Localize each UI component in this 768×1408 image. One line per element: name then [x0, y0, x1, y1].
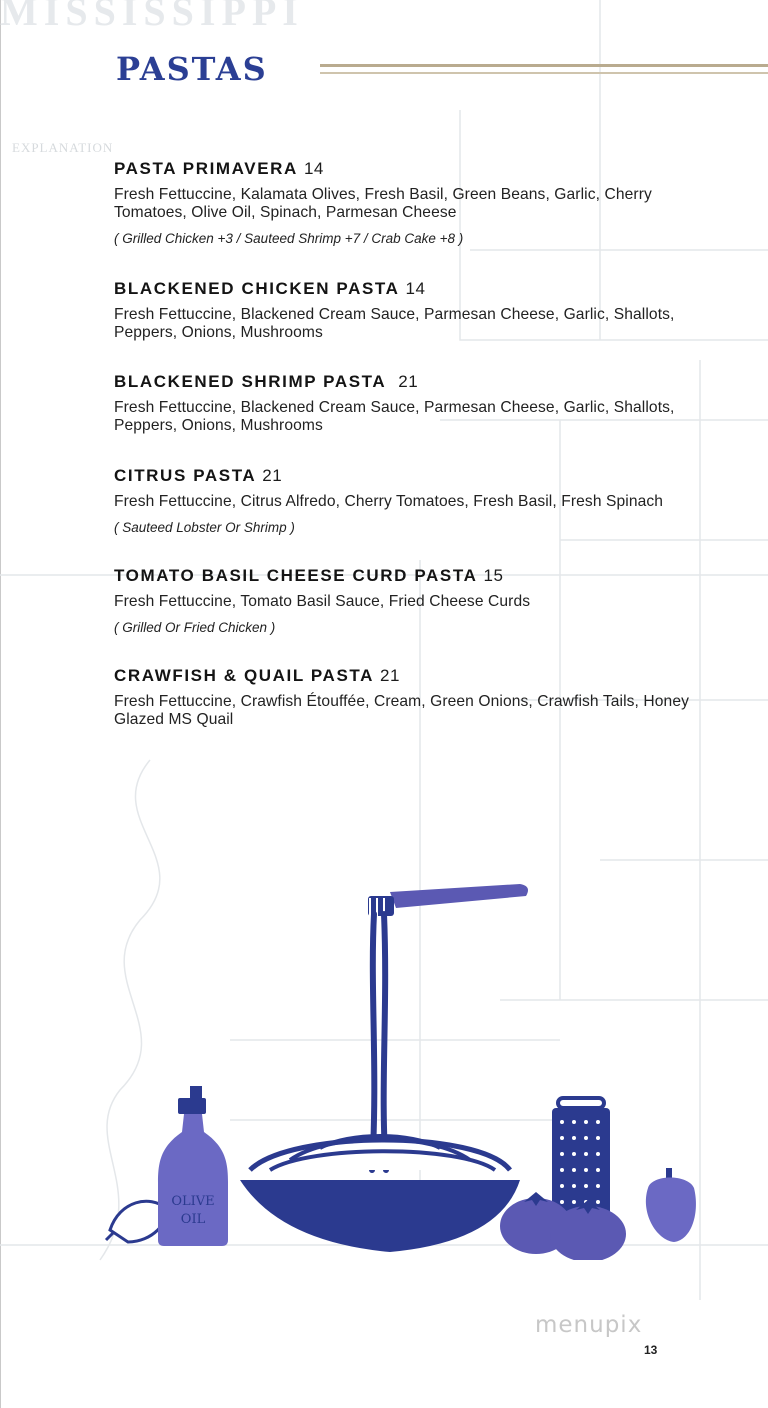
- item-name: CITRUS PASTA: [114, 466, 257, 485]
- item-addon: ( Sauteed Lobster Or Shrimp ): [114, 520, 295, 535]
- menu-item: [114, 371, 714, 435]
- page-number: 13: [644, 1343, 658, 1357]
- title-rule-top: [320, 64, 768, 67]
- map-legend-label: EXPLANATION: [12, 140, 114, 155]
- menu-item: [114, 278, 714, 342]
- title-rule-bottom: [320, 72, 768, 74]
- noodle-strands-icon: [372, 914, 386, 1170]
- item-name: TOMATO BASIL CHEESE CURD PASTA: [114, 566, 478, 585]
- item-name: PASTA PRIMAVERA: [114, 159, 298, 178]
- item-description: Fresh Fettuccine, Citrus Alfredo, Cherry Tomatoes, Fresh Basil, Fresh Spinach: [114, 493, 664, 510]
- map-state-label: MISSISSIPPI: [0, 0, 304, 34]
- item-addon: ( Grilled Or Fried Chicken ): [114, 620, 276, 635]
- fork-icon: [368, 884, 528, 916]
- item-description: Fresh Fettuccine, Kalamata Olives, Fresh Basil, Green Beans, Garlic, Cherry Tomatoes, Olive Oil, Spinach, Parmesan Cheese: [114, 186, 652, 221]
- watermark: menupix: [535, 1312, 643, 1338]
- menu-item: [114, 665, 714, 729]
- item-name: BLACKENED CHICKEN PASTA: [114, 279, 400, 298]
- item-price: 21: [379, 666, 400, 685]
- page-title: PASTAS: [116, 50, 268, 88]
- item-price: 15: [483, 566, 504, 585]
- olive-oil-bottle-icon: [158, 1086, 228, 1246]
- item-price: 14: [405, 279, 426, 298]
- item-description: Fresh Fettuccine, Tomato Basil Sauce, Fried Cheese Curds: [114, 593, 531, 610]
- item-description: Fresh Fettuccine, Crawfish Étouffée, Cream, Green Onions, Crawfish Tails, Honey Glazed MS Quail: [114, 693, 689, 728]
- item-name: CRAWFISH & QUAIL PASTA: [114, 666, 374, 685]
- item-price: 21: [262, 466, 283, 485]
- menu-item: [114, 465, 714, 535]
- menu-list: [114, 158, 714, 729]
- bottle-label-line2: OIL: [180, 1212, 206, 1227]
- item-price: 14: [303, 159, 324, 178]
- item-description: Fresh Fettuccine, Blackened Cream Sauce, Parmesan Cheese, Garlic, Shallots, Peppers, Onions, Mushrooms: [114, 399, 675, 434]
- item-addon: ( Grilled Chicken +3 / Sauteed Shrimp +7 / Crab Cake +8 ): [114, 231, 464, 246]
- pasta-bowl-icon: [240, 1136, 520, 1252]
- item-description: Fresh Fettuccine, Blackened Cream Sauce, Parmesan Cheese, Garlic, Shallots, Peppers, Onions, Mushrooms: [114, 306, 675, 341]
- pasta-illustration-icon: [100, 870, 710, 1260]
- garlic-icon: [106, 1201, 167, 1242]
- menu-item: [114, 565, 714, 635]
- bottle-label-line1: OLIVE: [171, 1194, 215, 1209]
- item-name: BLACKENED SHRIMP PASTA: [114, 372, 387, 391]
- cheese-grater-icon: [552, 1098, 610, 1218]
- bell-pepper-icon: [646, 1168, 696, 1242]
- item-price: 21: [398, 372, 419, 391]
- menu-item: [114, 158, 714, 246]
